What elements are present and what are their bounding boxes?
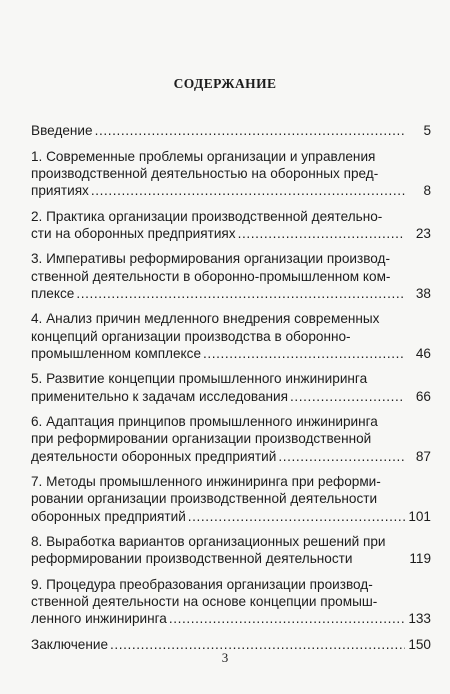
toc-line [31, 473, 431, 490]
toc-entry [31, 533, 431, 567]
toc-line [31, 250, 431, 267]
toc-line [31, 490, 431, 507]
toc-entry [31, 148, 431, 200]
toc-line [31, 328, 431, 345]
toc-entry-text: концепций организации производства в оборонно- [31, 328, 351, 344]
toc-line [31, 430, 431, 447]
toc-entry-text: 1. Современные проблемы организации и управления [31, 148, 376, 164]
dot-leader [278, 448, 405, 465]
dot-leader [238, 225, 405, 242]
toc-entry-text: плексе [31, 285, 75, 301]
toc-entry-text: ровании организации производственной деятельности [31, 491, 378, 507]
toc-entry-text: ленного инжиниринга [31, 611, 167, 627]
toc-entry-text: оборонных предприятий [31, 508, 186, 524]
toc-page-number: 150 [408, 636, 431, 652]
toc-entry [31, 576, 431, 628]
toc-entry-text: производственной деятельностью на оборонных пред- [31, 165, 379, 181]
toc-line [31, 182, 431, 199]
dot-leader [188, 508, 405, 525]
dot-leader [290, 388, 405, 405]
toc-page-number: 133 [408, 611, 431, 627]
toc-line [31, 285, 431, 302]
toc-page-number: 66 [415, 388, 431, 404]
toc-line [31, 225, 431, 242]
toc-entry-text: реформировании производственной деятельности [31, 551, 353, 567]
toc-entry-text: 2. Практика организации производственной деятельно- [31, 208, 383, 224]
toc-entry-text: 6. Адаптация принципов промышленного инжиниринга [31, 414, 378, 430]
toc-entry-text: деятельности оборонных предприятий [31, 448, 277, 464]
toc-line [31, 148, 431, 165]
dot-leader [95, 122, 405, 139]
toc-entry-text: 7. Методы промышленного инжиниринга при реформи- [31, 474, 381, 490]
toc-entry [31, 370, 431, 404]
toc-page-number: 119 [409, 551, 431, 567]
toc-line [31, 508, 431, 525]
toc-line [31, 413, 431, 430]
toc-line [31, 448, 431, 465]
toc-entry-text: приятиях [31, 183, 89, 198]
toc-entry-text: Введение [31, 123, 93, 138]
dot-leader [76, 285, 405, 302]
toc-line [31, 388, 431, 405]
toc-entry-text: применительно к задачам исследования [31, 388, 288, 404]
toc-line [31, 550, 431, 567]
toc-entry [31, 413, 431, 465]
toc-page-number: 46 [415, 345, 431, 361]
toc-page-number: 87 [415, 448, 431, 464]
toc-entry-text: сти на оборонных предприятиях [31, 225, 236, 241]
toc-entry-text: промышленном комплексе [31, 345, 202, 361]
toc-line [31, 576, 431, 593]
toc-entry [31, 310, 431, 362]
dot-leader [169, 610, 405, 627]
toc-entry-text: при реформировании организации производственной [31, 431, 372, 447]
toc-page-number: 5 [423, 123, 431, 138]
toc-line [31, 345, 431, 362]
toc-entry [31, 122, 431, 139]
page-number: 3 [221, 650, 229, 665]
toc-entry-text: Заключение [31, 636, 109, 652]
toc-entry [31, 208, 431, 242]
dot-leader [203, 345, 405, 362]
toc-entry-text: 4. Анализ причин медленного внедрения современных [31, 311, 380, 327]
toc-line [31, 208, 431, 225]
toc-line [31, 610, 431, 627]
toc-line [31, 165, 431, 182]
toc-page-number: 8 [423, 183, 431, 198]
toc-page-number: 101 [408, 508, 431, 524]
dot-leader [91, 182, 405, 199]
toc-entry-text: ственной деятельности в оборонно-промышленном ком- [31, 268, 391, 284]
toc-entry [31, 250, 431, 302]
toc-line [31, 310, 431, 327]
toc-line [31, 268, 431, 285]
toc-line [31, 533, 431, 550]
toc-entry-text: ственной деятельности на основе концепции промыш- [31, 594, 378, 610]
toc-entry-text: 5. Развитие концепции промышленного инжиниринга [31, 371, 368, 387]
toc-entry-text: 3. Императивы реформирования организации производ- [31, 251, 390, 267]
toc-line [31, 122, 431, 139]
toc-page-number: 38 [415, 285, 431, 301]
toc-line [31, 593, 431, 610]
toc-entry-text: 9. Процедура преобразования организации производ- [31, 576, 373, 592]
toc-line [31, 370, 431, 387]
page-title: СОДЕРЖАНИЕ [173, 76, 277, 91]
toc-page-number: 23 [415, 225, 431, 241]
toc-entry-text: 8. Выработка вариантов организационных решений при [31, 534, 386, 550]
toc-entry [31, 473, 431, 525]
table-of-contents [31, 122, 431, 662]
